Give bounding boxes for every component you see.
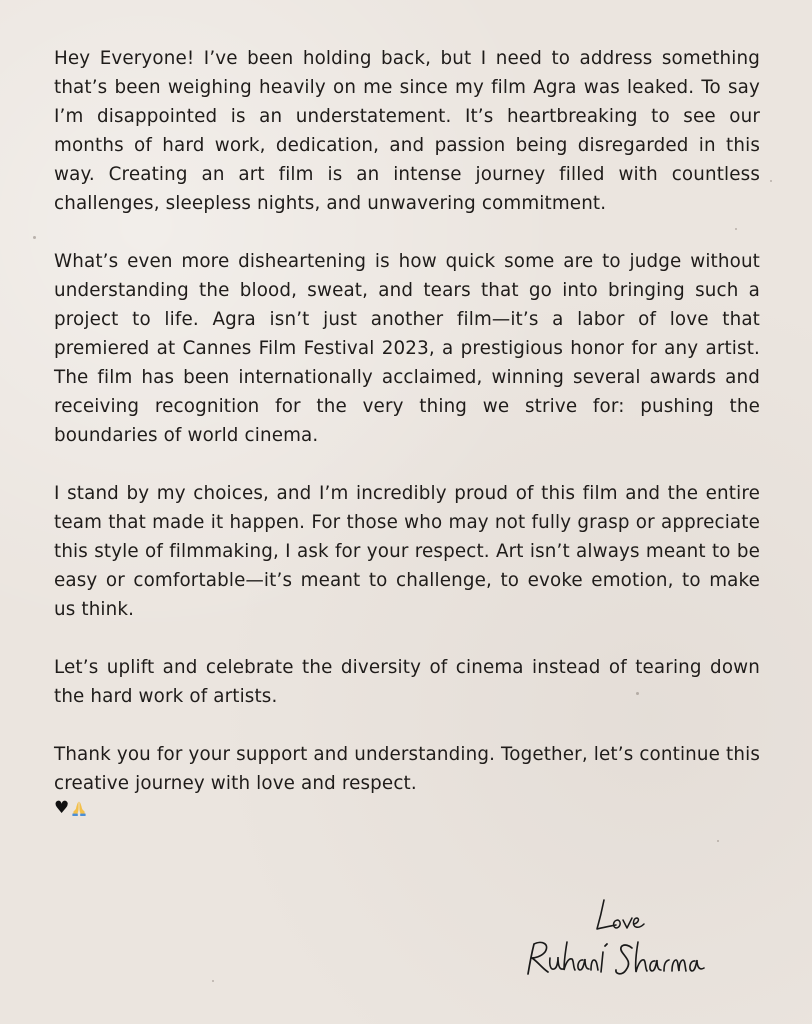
paper-speck: [717, 840, 719, 842]
letter-paragraph-1: Hey Everyone! I’ve been holding back, but I need to address something that’s been weighing heavily on me since my film Agra was leaked. To say I’m disappointed is an understatement. It’s heartbreaking to see our months of hard work, dedication, and passion being disregarded in this way. Creating an art film is an intense journey filled with countless challenges, sleepless nights, and unwavering commitment.: [54, 48, 760, 214]
folded-hands-icon: [70, 799, 88, 817]
letter-body: [54, 44, 760, 820]
handwritten-signature: [520, 892, 750, 992]
letter-paragraph-2: What’s even more disheartening is how quick some are to judge without understanding the blood, sweat, and tears that go into bringing such a project to life. Agra isn’t just another film—it’s a labor of love that premiered at Cannes Film Festival 2023, a prestigious honor for any artist. The film has been internationally acclaimed, winning several awards and receiving recognition for the very thing we strive for: pushing the boundaries of world cinema.: [54, 251, 760, 446]
emoji-line: [54, 796, 760, 820]
letter-paragraph-3: I stand by my choices, and I’m incredibly proud of this film and the entire team that made it happen. For those who may not fully grasp or appreciate this style of filmmaking, I ask for your respect. Art isn’t always meant to be easy or comfortable—it’s meant to challenge, to evoke emotion, to make us think.: [54, 483, 760, 620]
paper-speck: [212, 980, 214, 982]
black-heart-icon: ♥: [54, 798, 70, 818]
letter-paragraph-4: Let’s uplift and celebrate the diversity of cinema instead of tearing down the hard work of artists.: [54, 657, 760, 707]
paper-speck: [33, 236, 36, 239]
letter-paragraph-5: Thank you for your support and understanding. Together, let’s continue this creative journey with love and respect.: [54, 744, 760, 794]
paper-speck: [770, 180, 772, 182]
